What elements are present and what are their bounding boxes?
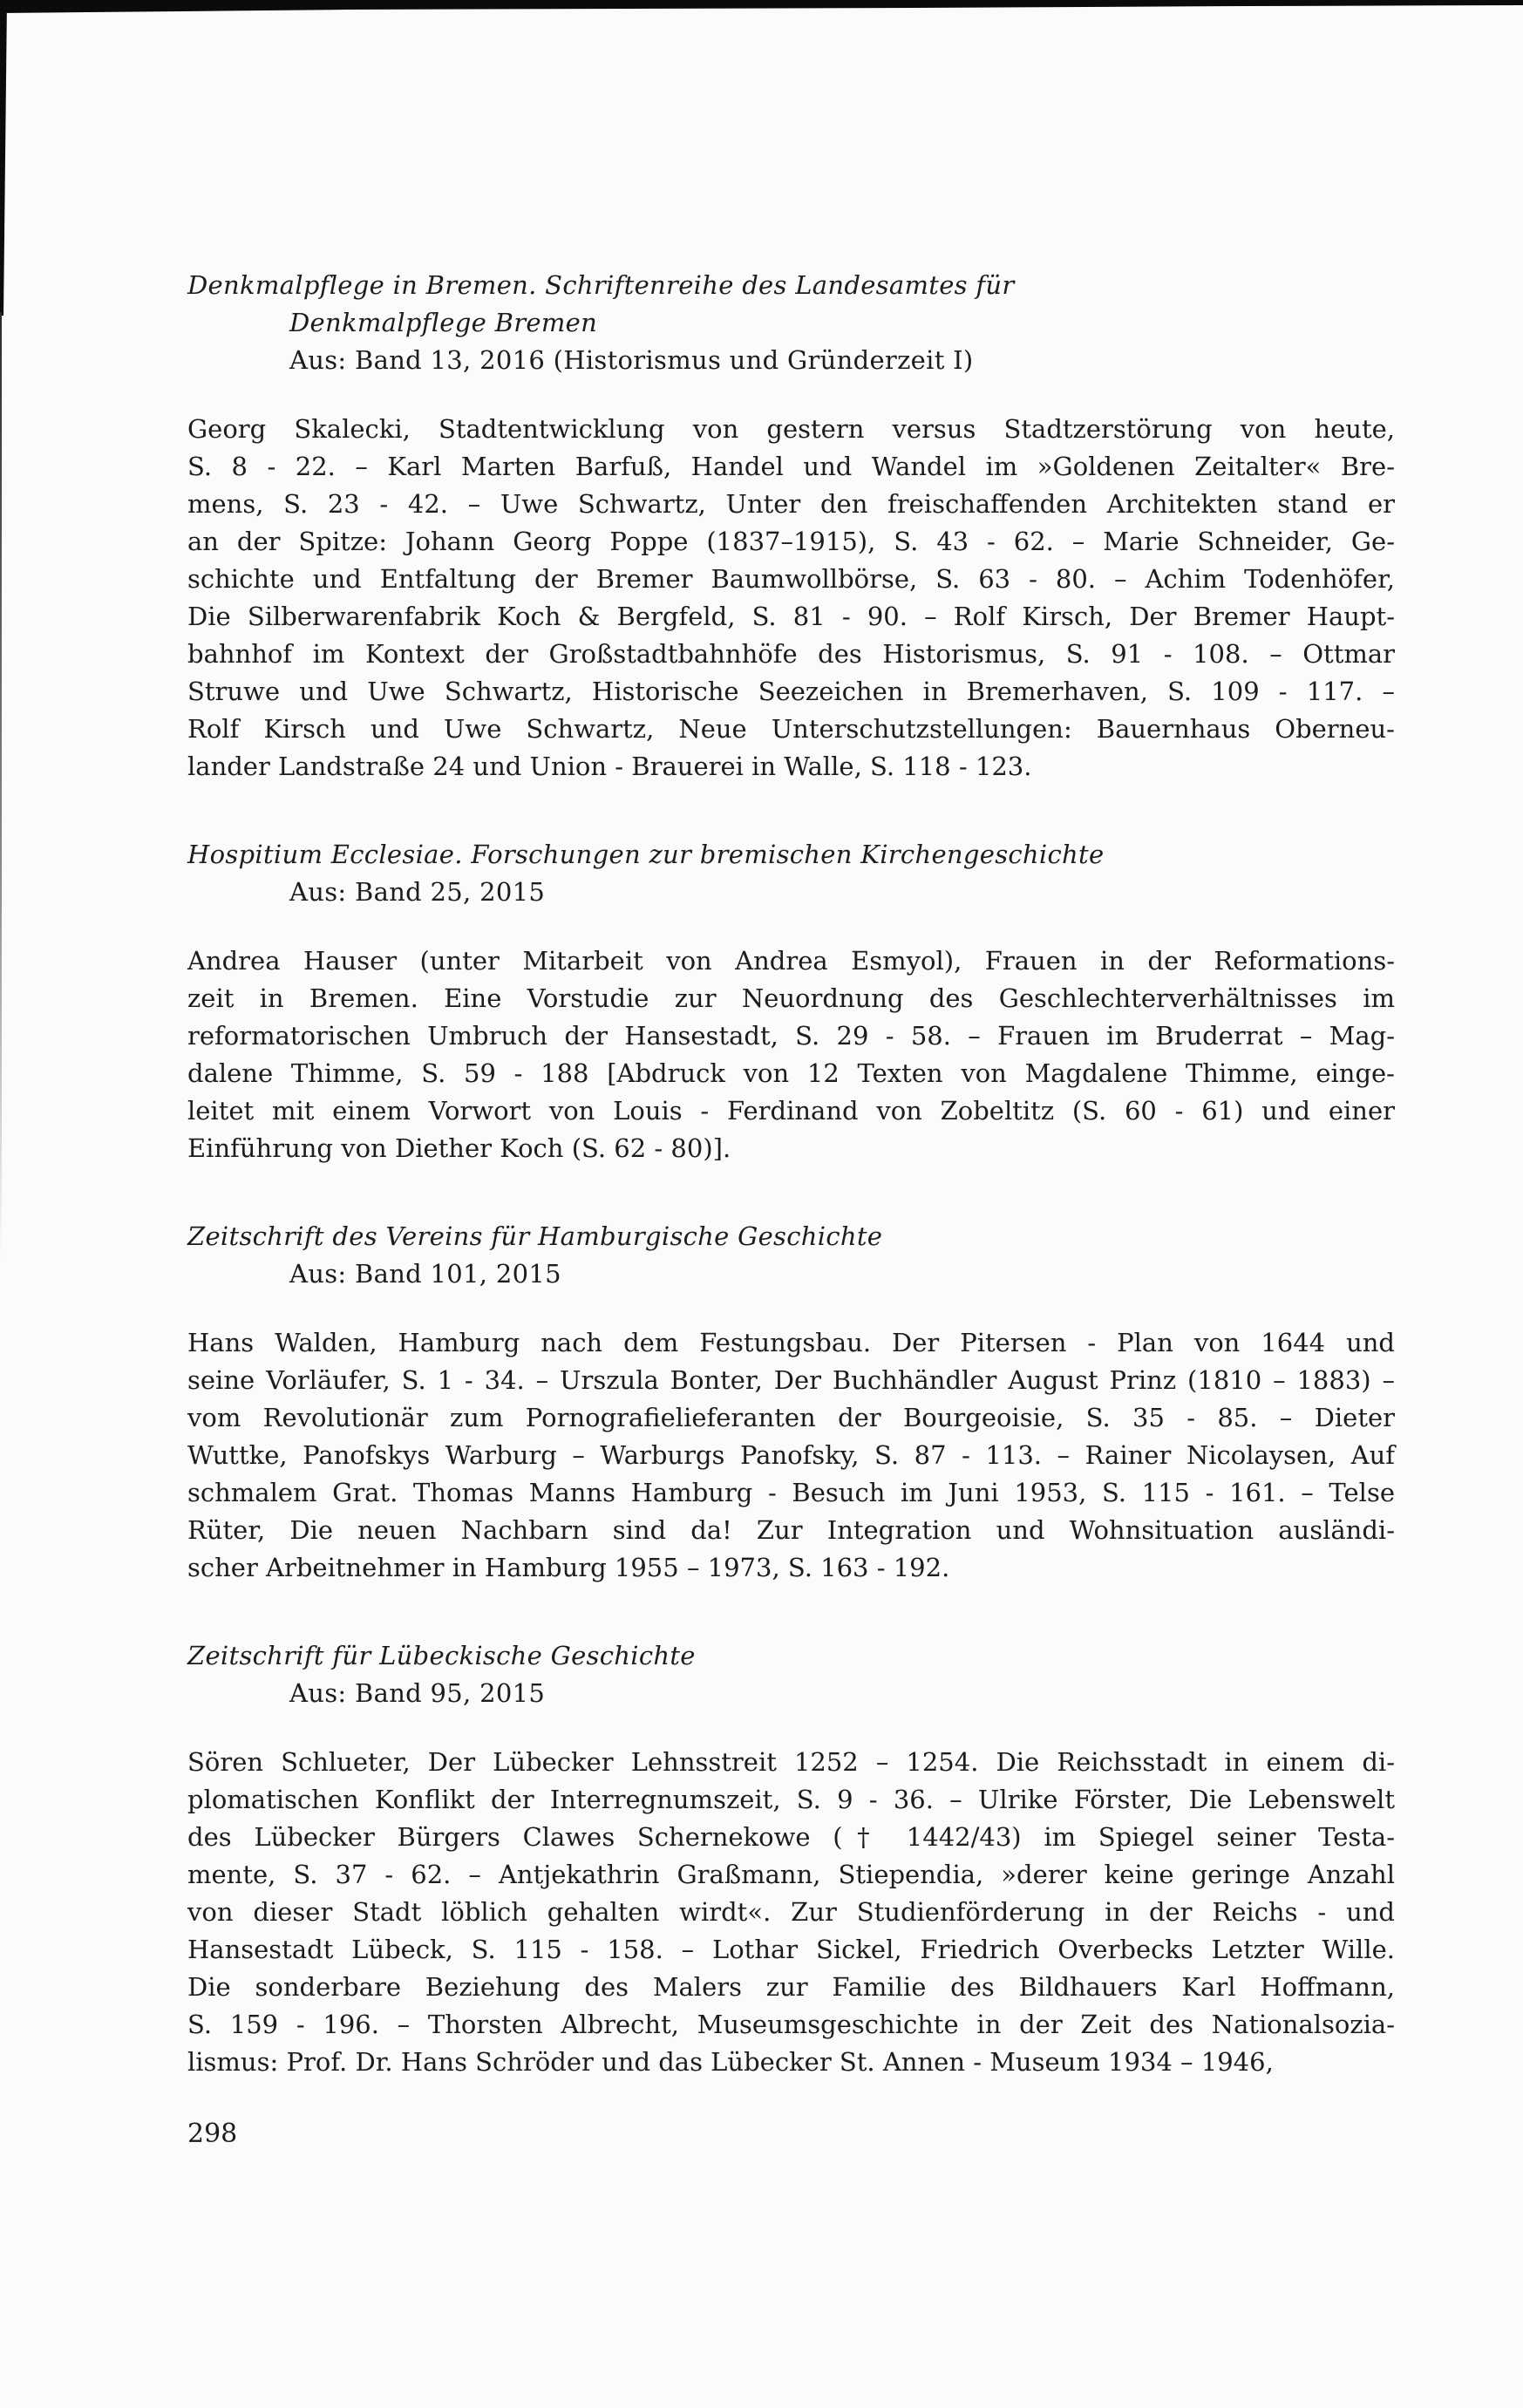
text-line: Wuttke, Panofskys Warburg – Warburgs Panofsky, S. 87 - 113. – Rainer Nicolaysen, Auf (187, 1440, 1395, 1470)
text-line: des Lübecker Bürgers Clawes Schernekowe († 1442/43) im Spiegel seiner Testa- (187, 1822, 1395, 1852)
series-header (187, 267, 1395, 379)
text-line: Die Silberwarenfabrik Koch & Bergfeld, S. 81 - 90. – Rolf Kirsch, Der Bremer Haupt- (187, 602, 1395, 631)
series-title-line: Denkmalpflege in Bremen. Schriftenreihe des Landesamtes für (187, 270, 1015, 300)
scan-edge-artifact-left-thin (0, 312, 2, 1258)
text-line: reformatorischen Umbruch der Hansestadt, S. 29 - 58. – Frauen im Bruderrat – Mag- (187, 1021, 1395, 1051)
contents-paragraph (187, 1744, 1395, 2081)
series-volume: Aus: Band 101, 2015 (289, 1259, 561, 1289)
text-line: Rolf Kirsch und Uwe Schwartz, Neue Unterschutzstellungen: Bauernhaus Oberneu- (187, 714, 1395, 744)
series-header (187, 1218, 1395, 1293)
text-line: Hans Walden, Hamburg nach dem Festungsbau. Der Pitersen - Plan von 1644 und (187, 1328, 1395, 1357)
series-title-line: Zeitschrift für Lübeckische Geschichte (187, 1641, 696, 1670)
series-title-line: Hospitium Ecclesiae. Forschungen zur bremischen Kirchengeschichte (187, 840, 1105, 869)
text-line: bahnhof im Kontext der Großstadtbahnhöfe des Historismus, S. 91 - 108. – Ottmar (187, 639, 1395, 669)
text-line: Georg Skalecki, Stadtentwicklung von gestern versus Stadtzerstörung von heute, (187, 414, 1395, 444)
text-line: von dieser Stadt löblich gehalten wirdt«. Zur Studienförderung in der Reichs - und (187, 1897, 1395, 1927)
bibliography-section-luebeckische-geschichte (187, 1637, 1395, 2081)
bibliography-section-hospitium (187, 836, 1395, 1167)
text-line: Einführung von Diether Koch (S. 62 - 80)]. (187, 1133, 731, 1163)
contents-paragraph (187, 411, 1395, 786)
bibliography-section-hamburgische-geschichte (187, 1218, 1395, 1587)
contents-paragraph (187, 1324, 1395, 1587)
text-line: mens, S. 23 - 42. – Uwe Schwartz, Unter den freischaffenden Architekten stand er (187, 489, 1395, 519)
text-line: Sören Schlueter, Der Lübecker Lehnsstreit 1252 – 1254. Die Reichsstadt in einem di- (187, 1747, 1395, 1777)
text-line: plomatischen Konflikt der Interregnumszeit, S. 9 - 36. – Ulrike Förster, Die Lebenswelt (187, 1785, 1395, 1814)
bibliography-content (187, 267, 1395, 2081)
text-line: Andrea Hauser (unter Mitarbeit von Andrea Esmyol), Frauen in der Reformations- (187, 946, 1395, 976)
scan-edge-artifact-left (0, 0, 7, 316)
text-line: vom Revolutionär zum Pornografielieferanten der Bourgeoisie, S. 35 - 85. – Dieter (187, 1403, 1395, 1432)
text-line: seine Vorläufer, S. 1 - 34. – Urszula Bonter, Der Buchhändler August Prinz (1810 – 1883) – (187, 1365, 1395, 1395)
text-line: Struwe und Uwe Schwartz, Historische Seezeichen in Bremerhaven, S. 109 - 117. – (187, 677, 1395, 706)
bibliography-section-denkmalpflege (187, 267, 1395, 786)
text-line: S. 8 - 22. – Karl Marten Barfuß, Handel und Wandel im »Goldenen Zeitalter« Bre- (187, 452, 1395, 481)
series-title (187, 1637, 1395, 1675)
text-line: Hansestadt Lübeck, S. 115 - 158. – Lothar Sickel, Friedrich Overbecks Letzter Wille. (187, 1935, 1395, 1964)
series-title-line: Denkmalpflege Bremen (289, 308, 598, 337)
text-line: S. 159 - 196. – Thorsten Albrecht, Museumsgeschichte in der Zeit des Nationalsozia- (187, 2010, 1395, 2039)
series-title (187, 267, 1395, 342)
text-line: zeit in Bremen. Eine Vorstudie zur Neuordnung des Geschlechterverhältnisses im (187, 983, 1395, 1013)
text-line: lander Landstraße 24 und Union - Brauerei in Walle, S. 118 - 123. (187, 752, 1032, 781)
series-title (187, 1218, 1395, 1255)
series-volume: Aus: Band 13, 2016 (Historismus und Gründerzeit I) (289, 345, 974, 375)
series-volume: Aus: Band 25, 2015 (289, 877, 546, 907)
text-line: an der Spitze: Johann Georg Poppe (1837–1915), S. 43 - 62. – Marie Schneider, Ge- (187, 527, 1395, 556)
text-line: schmalem Grat. Thomas Manns Hamburg - Besuch im Juni 1953, S. 115 - 161. – Telse (187, 1478, 1395, 1507)
text-line: dalene Thimme, S. 59 - 188 [Abdruck von 12 Texten von Magdalene Thimme, einge- (187, 1058, 1395, 1088)
series-title-line: Zeitschrift des Vereins für Hamburgische Geschichte (187, 1221, 883, 1251)
series-header (187, 1637, 1395, 1712)
text-line: Die sonderbare Beziehung des Malers zur Familie des Bildhauers Karl Hoffmann, (187, 1972, 1395, 2002)
text-line: mente, S. 37 - 62. – Antjekathrin Graßmann, Stiependia, »derer keine geringe Anzahl (187, 1860, 1395, 1889)
series-volume: Aus: Band 95, 2015 (289, 1678, 546, 1708)
contents-paragraph (187, 942, 1395, 1167)
text-line: Rüter, Die neuen Nachbarn sind da! Zur Integration und Wohnsituation ausländi- (187, 1515, 1395, 1545)
series-title (187, 836, 1395, 874)
text-line: scher Arbeitnehmer in Hamburg 1955 – 1973, S. 163 - 192. (187, 1553, 950, 1582)
text-line: lismus: Prof. Dr. Hans Schröder und das Lübecker St. Annen - Museum 1934 – 1946, (187, 2047, 1274, 2077)
page-number: 298 (187, 2119, 238, 2149)
text-line: leitet mit einem Vorwort von Louis - Ferdinand von Zobeltitz (S. 60 - 61) und einer (187, 1096, 1395, 1126)
text-line: schichte und Entfaltung der Bremer Baumwollbörse, S. 63 - 80. – Achim Todenhöfer, (187, 564, 1395, 594)
scan-edge-artifact-top (0, 0, 1523, 16)
series-header (187, 836, 1395, 911)
